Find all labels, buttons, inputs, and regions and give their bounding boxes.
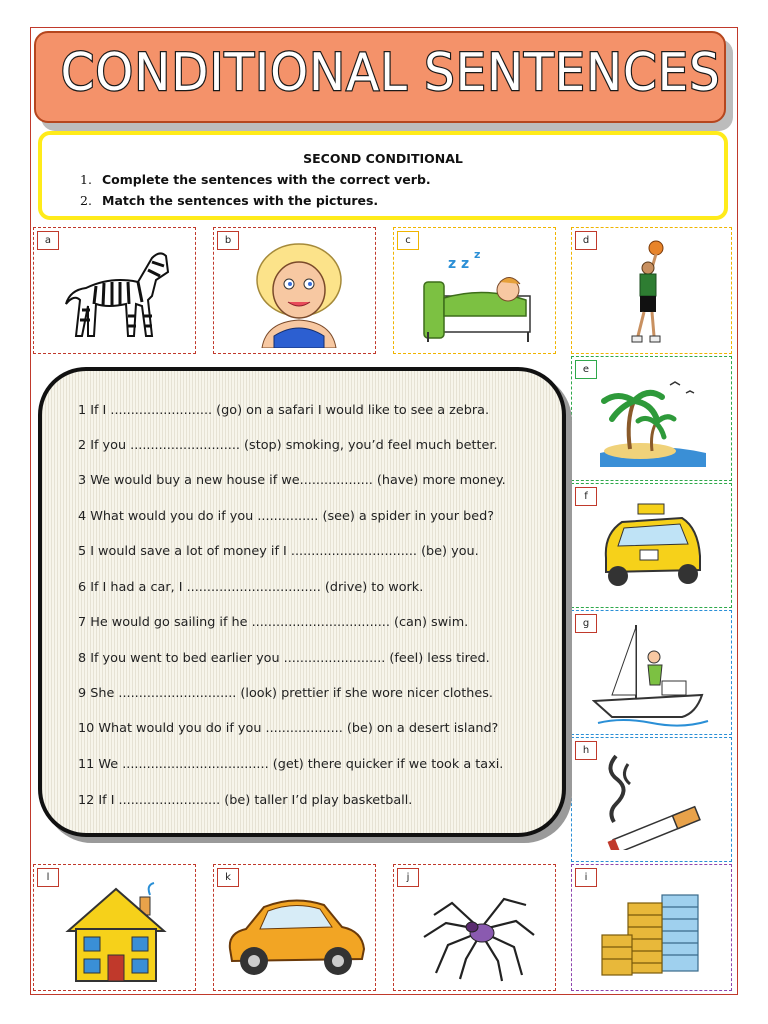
picture-box-b [213, 227, 376, 354]
instruction-item [80, 193, 378, 208]
picture-label: j [397, 868, 419, 887]
taxi-icon [596, 498, 708, 590]
picture-label: c [397, 231, 419, 250]
sentence-6: 6 If I had a car, I ................................. (drive) to work. [78, 580, 424, 595]
sentence-11: 11 We .................................... (get) there quicker if we took a taxi. [78, 757, 504, 772]
cigarette-icon [598, 750, 710, 850]
picture-box-e [571, 356, 732, 481]
picture-label: i [575, 868, 597, 887]
picture-box-k [213, 864, 376, 991]
picture-box-g [571, 610, 732, 735]
car-icon [224, 887, 368, 981]
picture-box-f [571, 483, 732, 608]
basketball-player-icon [622, 238, 682, 350]
instructions-box [38, 131, 728, 220]
sleeping-person-icon [414, 246, 539, 346]
sentence-12: 12 If I ......................... (be) taller I’d play basketball. [78, 793, 413, 808]
picture-box-d [571, 227, 732, 354]
svg-text:z: z [474, 248, 481, 261]
svg-text:z z: z z [448, 256, 470, 272]
picture-box-i [571, 864, 732, 991]
sentences-box [38, 367, 566, 837]
sentence-9: 9 She ............................. (look) prettier if she wore nicer clothes. [78, 686, 493, 701]
picture-box-a [33, 227, 196, 354]
page-title: CONDITIONAL SENTENCES [60, 43, 721, 103]
picture-label: d [575, 231, 597, 250]
picture-label: g [575, 614, 597, 633]
picture-label: k [217, 868, 239, 887]
money-coins-icon [598, 885, 710, 981]
sentence-8: 8 If you went to bed earlier you ......................... (feel) less tired. [78, 651, 490, 666]
instruction-text: Match the sentences with the pictures. [102, 193, 379, 208]
instruction-item [80, 172, 431, 187]
picture-box-l [33, 864, 196, 991]
sentence-4: 4 What would you do if you ............... (see) a spider in your bed? [78, 509, 494, 524]
picture-box-c [393, 227, 556, 354]
title-banner [34, 31, 726, 123]
picture-label: e [575, 360, 597, 379]
instructions-heading: SECOND CONDITIONAL [303, 151, 463, 166]
desert-island-icon [600, 371, 706, 467]
house-icon [62, 875, 172, 985]
picture-label: b [217, 231, 239, 250]
sentence-7: 7 He would go sailing if he .................................. (can) swim. [78, 615, 469, 630]
sentence-1: 1 If I ......................... (go) on a safari I would like to see a zebra. [78, 403, 490, 418]
sentence-10: 10 What would you do if you ................... (be) on a desert island? [78, 721, 499, 736]
sentence-3: 3 We would buy a new house if we.................. (have) more money. [78, 473, 506, 488]
picture-box-j [393, 864, 556, 991]
zebra-icon [56, 238, 176, 348]
instruction-number: 2. [80, 193, 92, 208]
sentence-2: 2 If you ........................... (stop) smoking, you’d feel much better. [78, 438, 498, 453]
sailing-boat-icon [592, 617, 712, 729]
picture-label: h [575, 741, 597, 760]
spider-icon [418, 879, 538, 983]
sentence-5: 5 I would save a lot of money if I ............................... (be) you. [78, 544, 479, 559]
instruction-number: 1. [80, 172, 92, 187]
picture-box-h [571, 737, 732, 862]
instruction-text: Complete the sentences with the correct verb. [102, 172, 431, 187]
picture-label: a [37, 231, 59, 250]
picture-label: f [575, 487, 597, 506]
picture-label: l [37, 868, 59, 887]
woman-icon [244, 238, 354, 348]
